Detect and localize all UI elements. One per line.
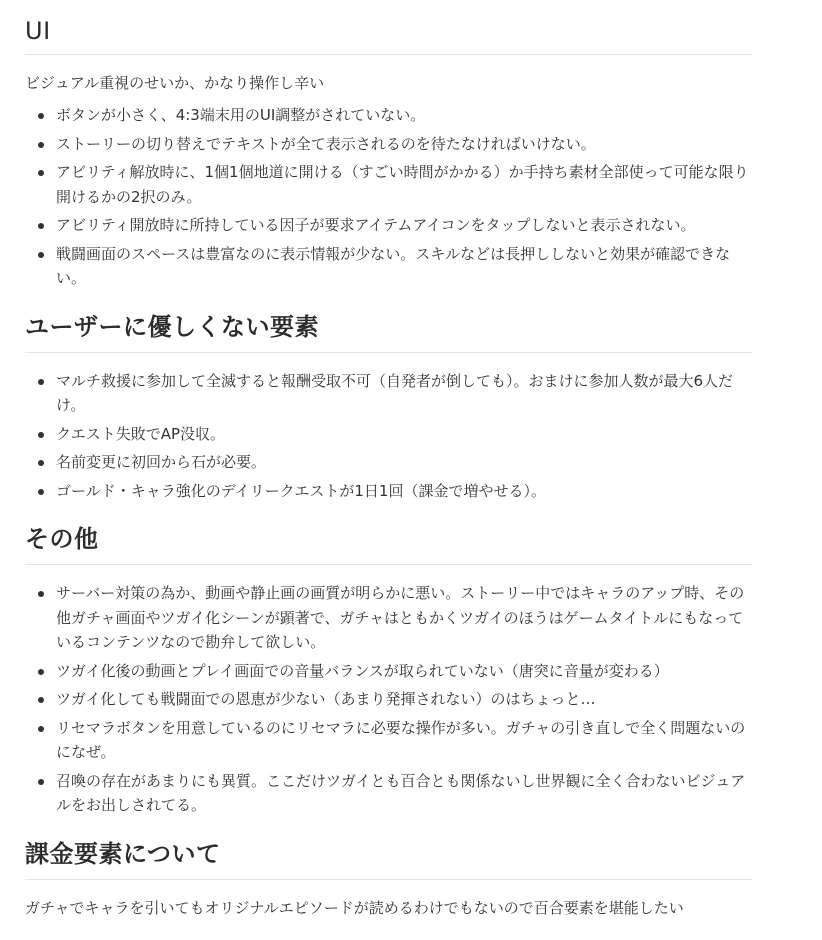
list-item: サーバー対策の為か、動画や静止画の画質が明らかに悪い。ストーリー中ではキャラのアップ時、その他ガチャ画面やツガイ化シーンが顕著で、ガチャはともかくツガイのほうはゲームタイトルにもなっているコンテンツなので勘弁して欲しい。 [56, 581, 752, 655]
section-heading: 課金要素について [25, 836, 752, 880]
section-intro: ビジュアル重視のせいか、かなり操作し辛い [25, 74, 325, 92]
bullet-list [25, 103, 752, 291]
list-item: ツガイ化後の動画とプレイ画面での音量バランスが取られていない（唐突に音量が変わる） [56, 659, 752, 684]
list-item: リセマラボタンを用意しているのにリセマラに必要な操作が多い。ガチャの引き直しで全く問題ないのになぜ。 [56, 716, 752, 765]
bullet-list [25, 581, 752, 818]
list-item: ストーリーの切り替えでテキストが全て表示されるのを待たなければいけない。 [56, 132, 752, 157]
list-item: クエスト失敗でAP没収。 [56, 422, 752, 447]
section-heading: その他 [25, 521, 752, 565]
section-intro: ガチャでキャラを引いてもオリジナルエピソードが読めるわけでもないので百合要素を堪能したい [25, 898, 684, 917]
bullet-list [25, 369, 752, 504]
list-item: ツガイ化しても戦闘面での恩恵が少ない（あまり発揮されない）のはちょっと… [56, 687, 752, 712]
list-item: 召喚の存在があまりにも異質。ここだけツガイとも百合とも関係ないし世界観に全く合わないビジュアルをお出しされてる。 [56, 769, 752, 818]
section-heading: UI [25, 13, 752, 55]
list-item: 名前変更に初回から石が必要。 [56, 450, 752, 475]
list-item: 戦闘画面のスペースは豊富なのに表示情報が少ない。スキルなどは長押ししないと効果が確認できない。 [56, 242, 752, 291]
section-heading: ユーザーに優しくない要素 [25, 309, 752, 353]
list-item: マルチ救援に参加して全滅すると報酬受取不可（自発者が倒しても）。おまけに参加人数が最大6人だけ。 [56, 369, 752, 418]
article-body [25, 0, 752, 920]
list-item: アビリティ開放時に所持している因子が要求アイテムアイコンをタップしないと表示されない。 [56, 213, 752, 238]
section-billing [25, 836, 752, 920]
section-other [25, 521, 752, 818]
list-item: ゴールド・キャラ強化のデイリークエストが1日1回（課金で増やせる）。 [56, 479, 752, 504]
section-ui [25, 13, 752, 291]
list-item: アビリティ解放時に、1個1個地道に開ける（すごい時間がかかる）か手持ち素材全部使って可能な限り開けるかの2択のみ。 [56, 160, 752, 209]
list-item: ボタンが小さく、4:3端末用のUI調整がされていない。 [56, 103, 752, 128]
section-unfriendly [25, 309, 752, 504]
